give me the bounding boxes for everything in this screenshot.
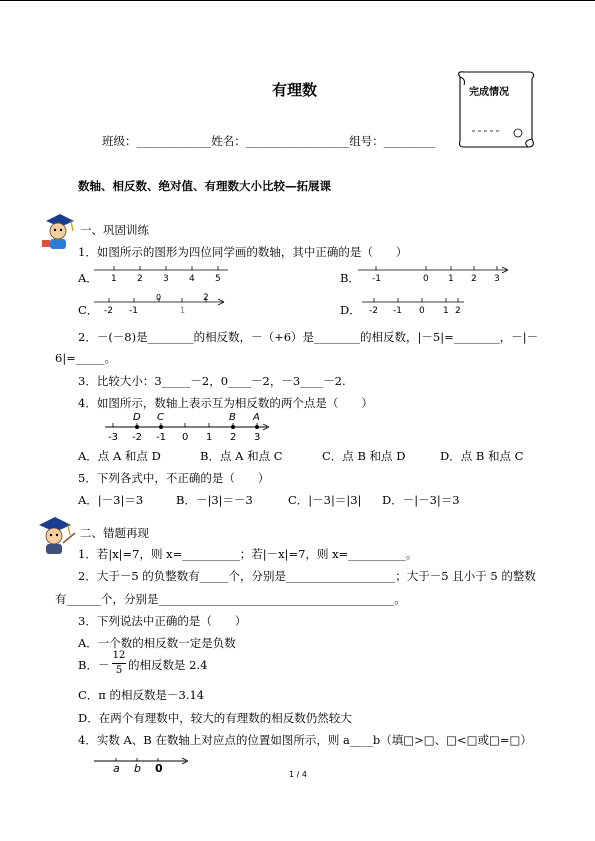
s2-q3-option-b-prefix: B．－ [78,658,110,672]
tick-label: 2 [455,306,461,316]
section1-title: 一、巩固训练 [80,223,149,237]
tick-label: -2 [132,432,142,443]
s1-q4-option-c: C．点 B 和点 D [322,449,406,463]
tick-label: 1 [206,432,213,443]
s1-q5-option-b: B．－|3|＝－3 [176,493,253,507]
s1-q1-option-d-numberline [358,292,468,316]
tick-label: 5 [215,274,221,284]
page-title: 有理数 [272,81,318,99]
tick-label: 0 [419,306,425,316]
point-label: a [113,762,120,774]
tick-label: 1 [111,274,117,284]
student-cartoon-icon [38,209,78,251]
point-c-dot [159,425,163,429]
s1-q1-option-c-numberline [94,292,229,316]
s1-q1-stem: 1．如图所示的图形为四位同学画的数轴，其中正确的是（ ） [78,245,408,259]
s2-q3-option-b-suffix: 的相反数是 2.4 [128,658,208,672]
completion-label: 完成情况 [469,87,509,98]
fraction-denominator: 5 [115,665,123,676]
lesson-title: 数轴、相反数、绝对值、有理数大小比较—拓展课 [78,179,331,193]
point-a-dot [255,425,259,429]
s1-q4-option-b: B．点 A 和点 C [200,449,283,463]
point-label: b [134,762,141,774]
tick-label: 3 [254,432,261,443]
tick-label: 0 [156,293,162,302]
s1-q4-numberline [103,410,273,444]
s1-q5-option-a: A．|－3|＝3 [78,493,144,507]
s2-q3-option-c: C．π 的相反数是－3.14 [78,688,205,702]
s2-q4-stem: 4．实数 A、B 在数轴上对应点的位置如图所示，则 a____b（填□>□、□<□或□=□） [78,733,532,747]
tick-label: -1 [156,432,166,443]
s1-q2-line1: 2．－(－8)是________的相反数，－（+6）是________的相反数，|－5|=________，－|－ [78,330,539,344]
s1-q5-stem: 5．下列各式中，不正确的是（ ） [78,471,270,485]
tick-label: -1 [129,306,138,316]
s2-q4-numberline [92,752,192,774]
tick-label: 1 [180,306,186,315]
s2-q2-line2: 有______个，分别是_________________________________________。 [55,592,406,606]
s1-q1-option-b-numberline [358,262,513,284]
tick-label: 4 [189,274,195,284]
s1-q4-option-a: A．点 A 和点 D [78,449,161,463]
tick-label: 2 [471,274,477,284]
s2-q3-stem: 3．下列说法中正确的是（ ） [78,614,247,628]
s2-q1: 1．若|x|=7，则 x=__________；若|－x|=7，则 x=__________。 [78,547,418,561]
point-label: A [253,412,260,423]
s1-q1-option-c-label: C． [78,303,99,317]
s1-q1-option-a-label: A． [78,271,98,285]
s1-q5-option-d: D．－|－3|＝3 [382,493,460,507]
s2-q3-option-d: D．在两个有理数中，较大的有理数的相反数仍然较大 [78,711,352,725]
point-label: B [229,412,236,423]
tick-label: 3 [163,274,169,284]
tick-label: 2 [203,293,209,303]
tick-label: 2 [137,274,143,284]
tick-label: -1 [372,274,381,284]
tick-label: 1 [443,306,449,316]
fraction-numerator: 12 [112,650,126,661]
s1-q3: 3．比较大小：3_____－2，0____－2，－3____－2. [78,374,346,388]
tick-label: 0 [182,432,189,443]
point-label: C [157,412,164,423]
student-info-line: 班级：_____________姓名：__________________组号：_________ [102,134,436,148]
s2-q2-line1: 2．大于－5 的负整数有_____个，分别是___________________；大于－5 且小于 5 的整数 [78,569,536,583]
completion-scroll-icon [452,69,540,153]
tick-label: -3 [108,432,118,443]
point-d-dot [135,425,139,429]
fraction-bar [112,663,126,664]
s1-q2-line2: 6|=_____。 [55,351,117,365]
s2-q3-option-a: A．一个数的相反数一定是负数 [78,636,236,650]
s1-q1-option-b-label: B． [340,271,360,285]
tick-label: -1 [393,306,402,316]
tick-label: -2 [369,306,378,316]
section2-title: 二、错题再现 [80,526,149,540]
s1-q4-stem: 4．如图所示，数轴上表示互为相反数的两个点是（ ） [78,396,373,410]
point-label: D [133,412,141,423]
teacher-cartoon-icon [33,513,77,555]
tick-label: 0 [155,762,163,774]
s1-q4-option-d: D．点 B 和点 C [440,449,524,463]
tick-label: 2 [230,432,237,443]
tick-label: 1 [448,274,454,284]
point-b-dot [231,425,235,429]
s1-q1-option-d-label: D． [340,303,361,317]
s1-q5-option-c: C．|－3|＝|3| [288,493,362,507]
page-number: 1 / 4 [289,770,307,779]
tick-label: 3 [494,274,500,284]
top-rule [0,0,595,1]
tick-label: 0 [423,274,429,284]
tick-label: -2 [104,306,113,316]
s1-q1-option-a-numberline [94,262,234,284]
